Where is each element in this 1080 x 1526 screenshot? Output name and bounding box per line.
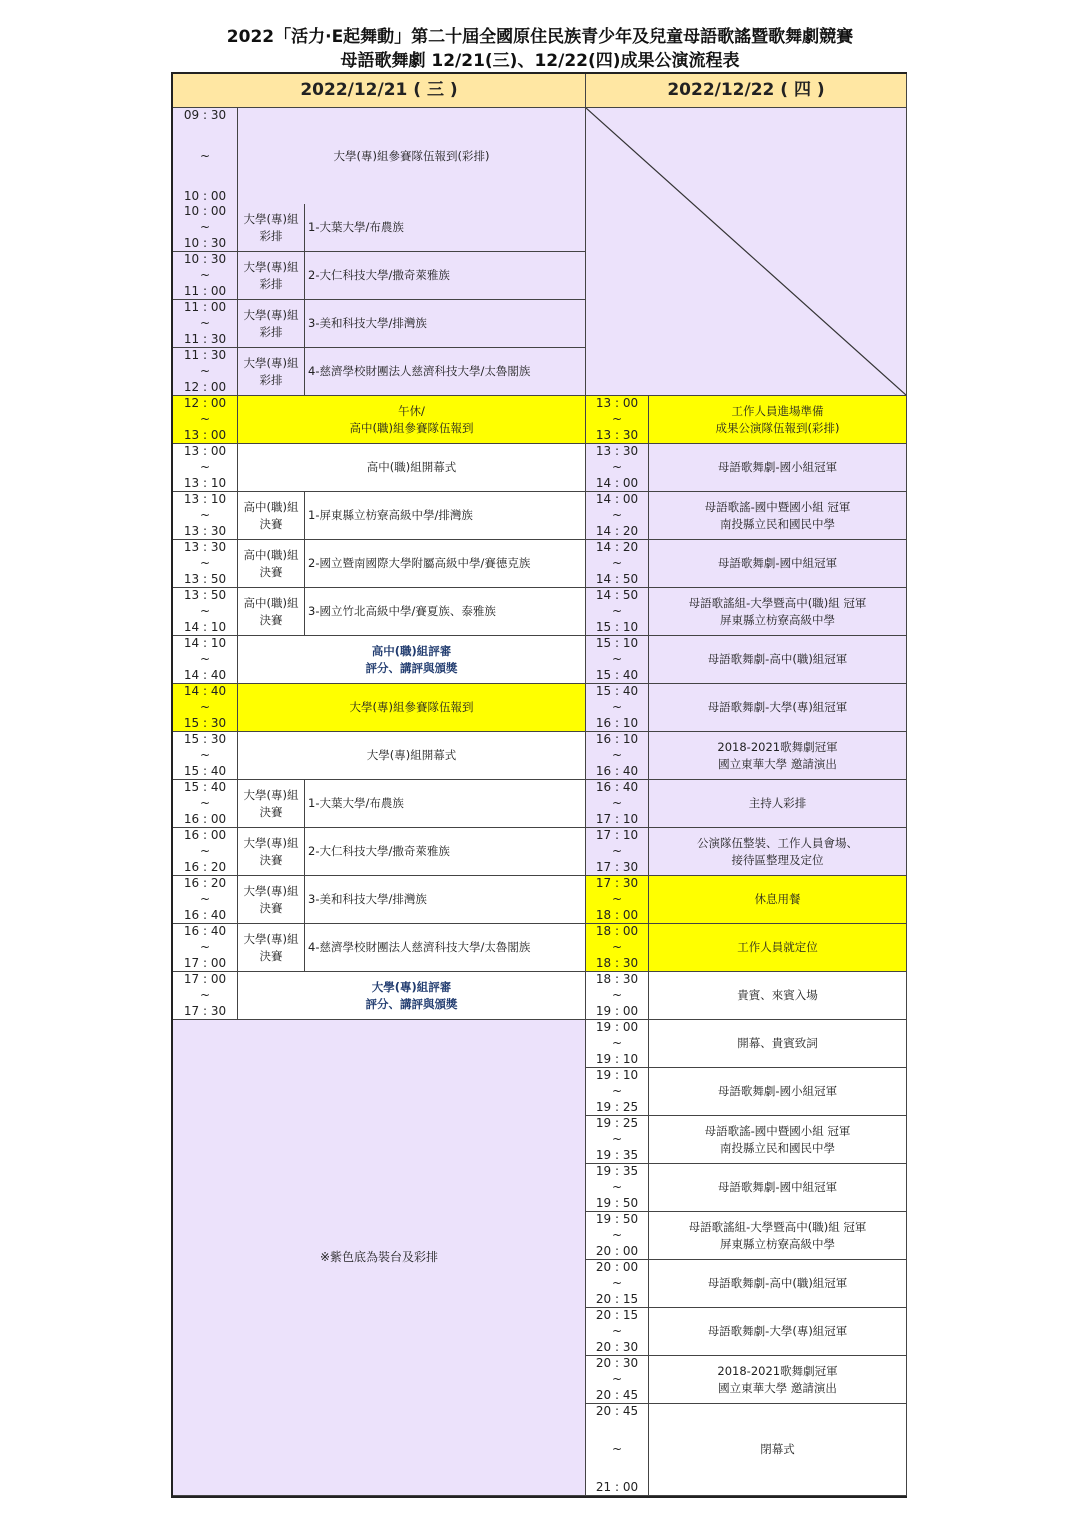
day2-item-16: 母語歌舞劇-國中組冠軍 bbox=[649, 1164, 907, 1212]
day2-item-10: 休息用餐 bbox=[649, 876, 907, 924]
time-end: 20 : 30 bbox=[595, 1340, 639, 1354]
day1-item-3: 3-美和科技大學/排灣族 bbox=[305, 300, 586, 348]
time-end: 14 : 40 bbox=[183, 668, 227, 682]
day1-time-15 bbox=[173, 876, 238, 924]
time-end: 20 : 00 bbox=[595, 1244, 639, 1258]
day2-item-19: 母語歌舞劇-大學(專)組冠軍 bbox=[649, 1308, 907, 1356]
time-end: 13 : 00 bbox=[183, 428, 227, 442]
day1-item-17: 大學(專)組評審 評分、講評與頒獎 bbox=[238, 972, 586, 1020]
time-end: 20 : 45 bbox=[595, 1388, 639, 1402]
time-end: 14 : 50 bbox=[595, 572, 639, 586]
day1-time-13 bbox=[173, 780, 238, 828]
day2-time-15 bbox=[586, 1116, 649, 1164]
day2-item-18: 母語歌舞劇-高中(職)組冠軍 bbox=[649, 1260, 907, 1308]
day1-time-14 bbox=[173, 828, 238, 876]
time-sep: ~ bbox=[611, 1036, 623, 1050]
day2-time-14 bbox=[586, 1068, 649, 1116]
time-start: 17 : 10 bbox=[595, 828, 639, 842]
time-sep: ~ bbox=[611, 508, 623, 522]
time-end: 14 : 00 bbox=[595, 476, 639, 490]
time-sep: ~ bbox=[611, 844, 623, 858]
day1-time-12 bbox=[173, 732, 238, 780]
time-sep: ~ bbox=[199, 316, 211, 330]
day1-group-16: 大學(專)組 決賽 bbox=[238, 924, 305, 972]
day1-time-11 bbox=[173, 684, 238, 732]
time-sep: ~ bbox=[611, 1180, 623, 1194]
time-end: 16 : 40 bbox=[595, 764, 639, 778]
day1-item-0: 大學(專)組參賽隊伍報到(彩排) bbox=[238, 108, 586, 205]
day1-item-14: 2-大仁科技大學/撒奇萊雅族 bbox=[305, 828, 586, 876]
time-end: 19 : 35 bbox=[595, 1148, 639, 1162]
day2-time-19 bbox=[586, 1308, 649, 1356]
time-start: 19 : 25 bbox=[595, 1116, 639, 1130]
time-sep: ~ bbox=[199, 892, 211, 906]
time-start: 15 : 40 bbox=[595, 684, 639, 698]
day1-item-6: 高中(職)組開幕式 bbox=[238, 444, 586, 492]
time-start: 19 : 00 bbox=[595, 1020, 639, 1034]
time-start: 13 : 00 bbox=[595, 396, 639, 410]
day1-item-8: 2-國立暨南國際大學附屬高級中學/賽德克族 bbox=[305, 540, 586, 588]
day1-time-9 bbox=[173, 588, 238, 636]
day1-item-15: 3-美和科技大學/排灣族 bbox=[305, 876, 586, 924]
day1-time-4 bbox=[173, 348, 238, 396]
time-start: 11 : 30 bbox=[183, 348, 227, 362]
day1-item-7: 1-屏東縣立枋寮高級中學/排灣族 bbox=[305, 492, 586, 540]
day1-time-10 bbox=[173, 636, 238, 684]
time-sep: ~ bbox=[611, 988, 623, 1002]
day2-item-21: 閉幕式 bbox=[649, 1404, 907, 1496]
time-sep: ~ bbox=[199, 268, 211, 282]
day2-item-14: 母語歌舞劇-國小組冠軍 bbox=[649, 1068, 907, 1116]
day1-item-16: 4-慈濟學校財團法人慈濟科技大學/太魯閣族 bbox=[305, 924, 586, 972]
time-sep: ~ bbox=[199, 748, 211, 762]
diagonal-line bbox=[586, 108, 906, 395]
day2-time-5 bbox=[586, 636, 649, 684]
day2-item-13: 開幕、貴賓致詞 bbox=[649, 1020, 907, 1068]
time-start: 13 : 10 bbox=[183, 492, 227, 506]
title-line-2: 母語歌舞劇 12/21(三)、12/22(四)成果公演流程表 bbox=[340, 51, 740, 71]
day2-header: 2022/12/22 ( 四 ) bbox=[586, 74, 907, 108]
schedule-table bbox=[171, 72, 907, 1498]
time-sep: ~ bbox=[199, 988, 211, 1002]
day2-item-17: 母語歌謠組-大學暨高中(職)組 冠軍 屏東縣立枋寮高級中學 bbox=[649, 1212, 907, 1260]
time-end: 17 : 30 bbox=[595, 860, 639, 874]
time-start: 13 : 50 bbox=[183, 588, 227, 602]
time-end: 15 : 30 bbox=[183, 716, 227, 730]
day2-time-17 bbox=[586, 1212, 649, 1260]
time-end: 14 : 10 bbox=[183, 620, 227, 634]
time-start: 19 : 10 bbox=[595, 1068, 639, 1082]
time-start: 15 : 10 bbox=[595, 636, 639, 650]
time-sep: ~ bbox=[199, 364, 211, 378]
time-end: 16 : 10 bbox=[595, 716, 639, 730]
day2-item-8: 主持人彩排 bbox=[649, 780, 907, 828]
day2-item-9: 公演隊伍整裝、工作人員會場、 接待區整理及定位 bbox=[649, 828, 907, 876]
time-start: 10 : 30 bbox=[183, 252, 227, 266]
time-sep: ~ bbox=[199, 652, 211, 666]
time-end: 20 : 15 bbox=[595, 1292, 639, 1306]
day1-group-15: 大學(專)組 決賽 bbox=[238, 876, 305, 924]
day2-blank-cell bbox=[586, 108, 907, 396]
day1-item-10: 高中(職)組評審 評分、講評與頒獎 bbox=[238, 636, 586, 684]
time-start: 20 : 30 bbox=[595, 1356, 639, 1370]
day2-time-6 bbox=[586, 684, 649, 732]
time-sep: ~ bbox=[199, 844, 211, 858]
time-sep: ~ bbox=[611, 1372, 623, 1386]
time-end: 12 : 00 bbox=[183, 380, 227, 394]
time-start: 10 : 00 bbox=[183, 204, 227, 218]
day1-group-2: 大學(專)組 彩排 bbox=[238, 252, 305, 300]
time-sep: ~ bbox=[199, 604, 211, 618]
day2-item-11: 工作人員就定位 bbox=[649, 924, 907, 972]
time-start: 17 : 00 bbox=[183, 972, 227, 986]
day2-item-4: 母語歌謠組-大學暨高中(職)組 冠軍 屏東縣立枋寮高級中學 bbox=[649, 588, 907, 636]
time-sep: ~ bbox=[199, 940, 211, 954]
day1-group-1: 大學(專)組 彩排 bbox=[238, 204, 305, 252]
time-end: 15 : 10 bbox=[595, 620, 639, 634]
day2-time-4 bbox=[586, 588, 649, 636]
day2-time-2 bbox=[586, 492, 649, 540]
time-end: 17 : 30 bbox=[183, 1004, 227, 1018]
day2-time-10 bbox=[586, 876, 649, 924]
day1-group-8: 高中(職)組 決賽 bbox=[238, 540, 305, 588]
time-end: 15 : 40 bbox=[595, 668, 639, 682]
time-sep: ~ bbox=[199, 220, 211, 234]
day2-time-11 bbox=[586, 924, 649, 972]
day2-time-9 bbox=[586, 828, 649, 876]
time-sep: ~ bbox=[199, 556, 211, 570]
time-start: 16 : 00 bbox=[183, 828, 227, 842]
day2-item-5: 母語歌舞劇-高中(職)組冠軍 bbox=[649, 636, 907, 684]
time-start: 19 : 50 bbox=[595, 1212, 639, 1226]
day1-item-9: 3-國立竹北高級中學/賽夏族、泰雅族 bbox=[305, 588, 586, 636]
time-sep: ~ bbox=[611, 652, 623, 666]
time-end: 13 : 30 bbox=[183, 524, 227, 538]
time-sep: ~ bbox=[199, 412, 211, 426]
time-start: 12 : 00 bbox=[183, 396, 227, 410]
day1-time-2 bbox=[173, 252, 238, 300]
day1-header: 2022/12/21 ( 三 ) bbox=[173, 74, 586, 108]
time-end: 13 : 30 bbox=[595, 428, 639, 442]
time-end: 10 : 30 bbox=[183, 236, 227, 250]
day2-item-1: 母語歌舞劇-國小組冠軍 bbox=[649, 444, 907, 492]
day2-item-2: 母語歌謠-國中暨國小組 冠軍 南投縣立民和國民中學 bbox=[649, 492, 907, 540]
time-start: 20 : 45 bbox=[595, 1404, 639, 1418]
day2-time-1 bbox=[586, 444, 649, 492]
day1-item-12: 大學(專)組開幕式 bbox=[238, 732, 586, 780]
day1-item-5: 午休/ 高中(職)組參賽隊伍報到 bbox=[238, 396, 586, 444]
time-start: 09 : 30 bbox=[183, 108, 227, 122]
day2-item-6: 母語歌舞劇-大學(專)組冠軍 bbox=[649, 684, 907, 732]
time-sep: ~ bbox=[611, 748, 623, 762]
time-end: 14 : 20 bbox=[595, 524, 639, 538]
time-start: 16 : 40 bbox=[595, 780, 639, 794]
day1-time-5 bbox=[173, 396, 238, 444]
time-end: 11 : 00 bbox=[183, 284, 227, 298]
time-end: 19 : 25 bbox=[595, 1100, 639, 1114]
time-end: 18 : 00 bbox=[595, 908, 639, 922]
day2-time-7 bbox=[586, 732, 649, 780]
day1-group-7: 高中(職)組 決賽 bbox=[238, 492, 305, 540]
day2-time-21 bbox=[586, 1404, 649, 1496]
time-start: 15 : 40 bbox=[183, 780, 227, 794]
time-start: 14 : 50 bbox=[595, 588, 639, 602]
day2-time-16 bbox=[586, 1164, 649, 1212]
time-sep: ~ bbox=[611, 1276, 623, 1290]
time-start: 19 : 35 bbox=[595, 1164, 639, 1178]
day1-item-11: 大學(專)組參賽隊伍報到 bbox=[238, 684, 586, 732]
day1-group-4: 大學(專)組 彩排 bbox=[238, 348, 305, 396]
time-sep: ~ bbox=[611, 604, 623, 618]
time-start: 18 : 30 bbox=[595, 972, 639, 986]
time-end: 13 : 50 bbox=[183, 572, 227, 586]
time-sep: ~ bbox=[199, 148, 211, 163]
time-sep: ~ bbox=[199, 796, 211, 810]
time-end: 13 : 10 bbox=[183, 476, 227, 490]
time-sep: ~ bbox=[611, 1324, 623, 1338]
day2-time-3 bbox=[586, 540, 649, 588]
time-sep: ~ bbox=[611, 796, 623, 810]
time-start: 20 : 15 bbox=[595, 1308, 639, 1322]
day2-item-20: 2018-2021歌舞劇冠軍 國立東華大學 邀請演出 bbox=[649, 1356, 907, 1404]
time-sep: ~ bbox=[611, 412, 623, 426]
day1-group-9: 高中(職)組 決賽 bbox=[238, 588, 305, 636]
time-start: 17 : 30 bbox=[595, 876, 639, 890]
day1-item-13: 1-大葉大學/布農族 bbox=[305, 780, 586, 828]
time-start: 13 : 30 bbox=[595, 444, 639, 458]
time-end: 19 : 10 bbox=[595, 1052, 639, 1066]
time-start: 14 : 20 bbox=[595, 540, 639, 554]
day1-time-6 bbox=[173, 444, 238, 492]
time-end: 19 : 50 bbox=[595, 1196, 639, 1210]
time-end: 10 : 00 bbox=[183, 189, 227, 203]
day2-item-0: 工作人員進場準備 成果公演隊伍報到(彩排) bbox=[649, 396, 907, 444]
time-sep: ~ bbox=[199, 508, 211, 522]
time-end: 16 : 00 bbox=[183, 812, 227, 826]
time-end: 21 : 00 bbox=[595, 1480, 639, 1494]
time-sep: ~ bbox=[199, 700, 211, 714]
time-sep: ~ bbox=[611, 1132, 623, 1146]
time-end: 16 : 40 bbox=[183, 908, 227, 922]
day1-time-7 bbox=[173, 492, 238, 540]
day2-time-0 bbox=[586, 396, 649, 444]
time-start: 20 : 00 bbox=[595, 1260, 639, 1274]
day2-time-8 bbox=[586, 780, 649, 828]
time-sep: ~ bbox=[611, 1228, 623, 1242]
time-sep: ~ bbox=[611, 1442, 623, 1456]
day2-time-13 bbox=[586, 1020, 649, 1068]
day1-group-13: 大學(專)組 決賽 bbox=[238, 780, 305, 828]
time-start: 14 : 40 bbox=[183, 684, 227, 698]
day1-time-8 bbox=[173, 540, 238, 588]
day2-time-20 bbox=[586, 1356, 649, 1404]
day1-time-16 bbox=[173, 924, 238, 972]
time-sep: ~ bbox=[611, 460, 623, 474]
day2-time-18 bbox=[586, 1260, 649, 1308]
time-start: 16 : 20 bbox=[183, 876, 227, 890]
time-end: 18 : 30 bbox=[595, 956, 639, 970]
time-start: 13 : 30 bbox=[183, 540, 227, 554]
time-sep: ~ bbox=[611, 1084, 623, 1098]
time-sep: ~ bbox=[611, 892, 623, 906]
time-start: 16 : 10 bbox=[595, 732, 639, 746]
time-end: 19 : 00 bbox=[595, 1004, 639, 1018]
time-end: 17 : 10 bbox=[595, 812, 639, 826]
time-start: 16 : 40 bbox=[183, 924, 227, 938]
time-sep: ~ bbox=[611, 700, 623, 714]
day1-group-3: 大學(專)組 彩排 bbox=[238, 300, 305, 348]
time-start: 11 : 00 bbox=[183, 300, 227, 314]
time-start: 14 : 10 bbox=[183, 636, 227, 650]
time-start: 13 : 00 bbox=[183, 444, 227, 458]
day1-time-1 bbox=[173, 204, 238, 252]
day1-time-3 bbox=[173, 300, 238, 348]
day1-group-14: 大學(專)組 決賽 bbox=[238, 828, 305, 876]
time-sep: ~ bbox=[611, 556, 623, 570]
day1-time-0 bbox=[173, 108, 238, 205]
day1-item-2: 2-大仁科技大學/撒奇萊雅族 bbox=[305, 252, 586, 300]
time-sep: ~ bbox=[611, 940, 623, 954]
time-start: 18 : 00 bbox=[595, 924, 639, 938]
time-start: 14 : 00 bbox=[595, 492, 639, 506]
time-end: 17 : 00 bbox=[183, 956, 227, 970]
title-line-1: 2022「活力·E起舞動」第二十屆全國原住民族青少年及兒童母語歌謠暨歌舞劇競賽 bbox=[226, 27, 854, 47]
day1-time-17 bbox=[173, 972, 238, 1020]
time-end: 11 : 30 bbox=[183, 332, 227, 346]
legend: ※紫色底為裝台及彩排 bbox=[173, 1020, 586, 1496]
time-end: 16 : 20 bbox=[183, 860, 227, 874]
day2-time-12 bbox=[586, 972, 649, 1020]
time-end: 15 : 40 bbox=[183, 764, 227, 778]
day2-item-12: 貴賓、來賓入場 bbox=[649, 972, 907, 1020]
day1-item-1: 1-大葉大學/布農族 bbox=[305, 204, 586, 252]
day2-item-7: 2018-2021歌舞劇冠軍 國立東華大學 邀請演出 bbox=[649, 732, 907, 780]
time-start: 15 : 30 bbox=[183, 732, 227, 746]
time-sep: ~ bbox=[199, 460, 211, 474]
day2-item-3: 母語歌舞劇-國中組冠軍 bbox=[649, 540, 907, 588]
day2-item-15: 母語歌謠-國中暨國小組 冠軍 南投縣立民和國民中學 bbox=[649, 1116, 907, 1164]
day1-item-4: 4-慈濟學校財團法人慈濟科技大學/太魯閣族 bbox=[305, 348, 586, 396]
